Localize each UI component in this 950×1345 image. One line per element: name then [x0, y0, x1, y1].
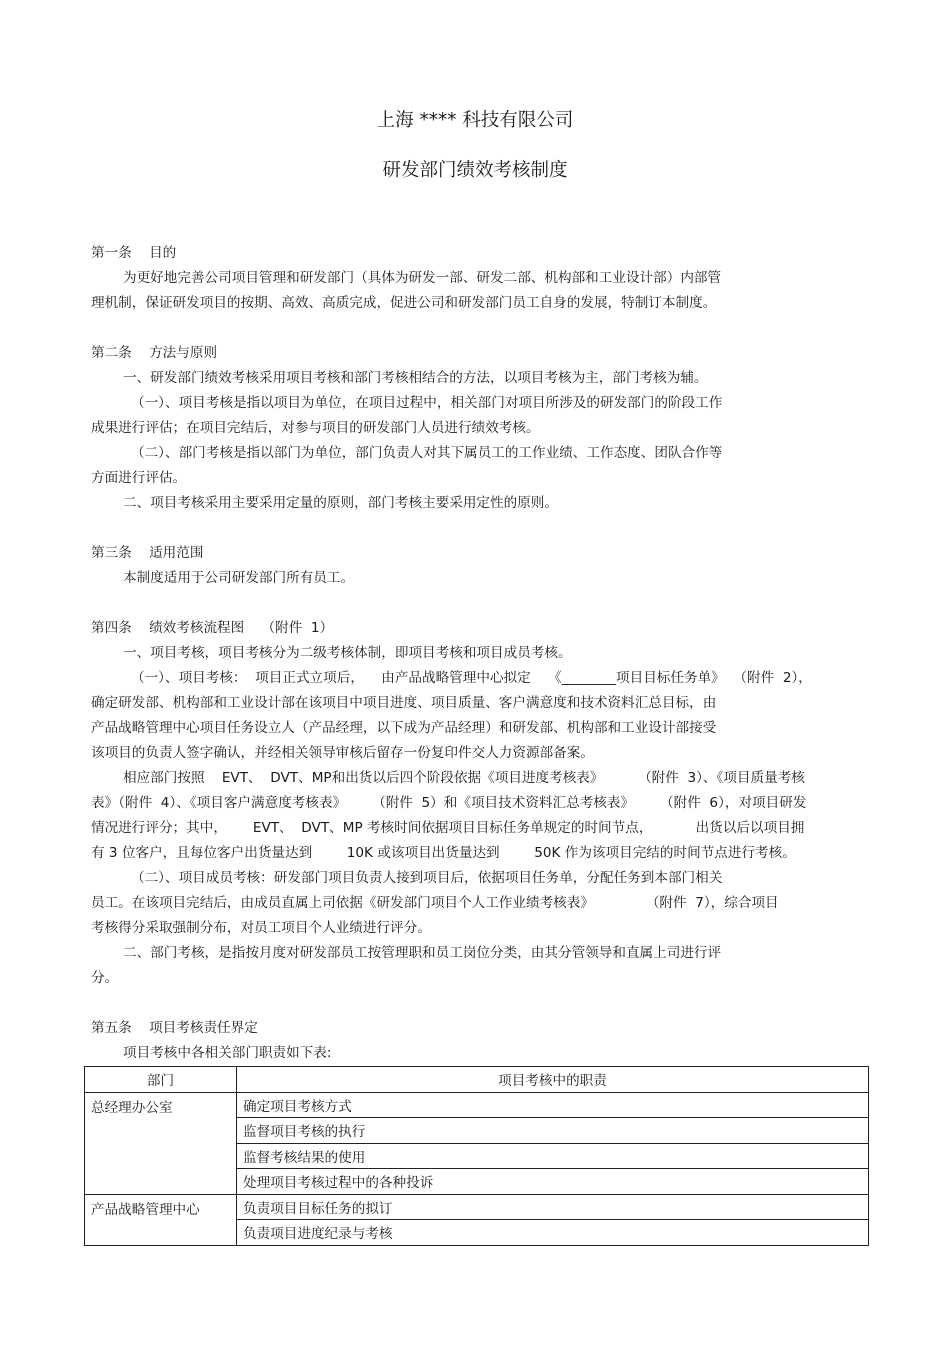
article-3-heading: 第三条 适用范围	[91, 545, 204, 561]
dept-cell: 产品战略管理中心	[85, 1194, 237, 1245]
table-row	[85, 1194, 869, 1220]
article-2-heading: 第二条 方法与原则	[91, 345, 218, 361]
paragraph-line: 二、部门考核，是指按月度对研发部员工按管理职和员工岗位分类，由其分管领导和直属上司进行评	[123, 945, 722, 961]
paragraph-line: 有 3 位客户，且每位客户出货量达到 10K 或该项目出货量达到 50K 作为该项目完结的时间节点进行考核。	[91, 845, 796, 861]
paragraph-line: 一、项目考核，项目考核分为二级考核体制，即项目考核和项目成员考核。	[123, 645, 572, 661]
paragraph-line: 表》（附件 4）、《项目客户满意度考核表》 （附件 5）和《项目技术资料汇总考核表》 （附件 6），对项目研发	[91, 795, 807, 811]
article-1-heading: 第一条 目的	[91, 245, 177, 261]
paragraph-line: 项目考核中各相关部门职责如下表:	[123, 1045, 332, 1061]
paragraph-line: 理机制，保证研发项目的按期、高效、高质完成，促进公司和研发部门员工自身的发展，特制订本制度。	[91, 295, 717, 311]
paragraph-line: 一、研发部门绩效考核采用项目考核和部门考核相结合的方法，以项目考核为主，部门考核为辅。	[123, 370, 708, 386]
document-title: 研发部门绩效考核制度	[382, 160, 568, 181]
paragraph-line: 产品战略管理中心项目任务设立人（产品经理，以下成为产品经理）和研发部、机构部和工业设计部接受	[91, 720, 717, 736]
table-row	[85, 1092, 869, 1118]
paragraph-line: 本制度适用于公司研发部门所有员工。	[123, 570, 355, 586]
paragraph-line: （二）、部门考核是指以部门为单位，部门负责人对其下属员工的工作业绩、工作态度、团队合作等	[131, 445, 723, 461]
article-5-heading: 第五条 项目考核责任界定	[91, 1020, 258, 1036]
paragraph-line: （一）、项目考核： 项目正式立项后， 由产品战略管理中心拟定 《________项目目标任务单》 （附件 2），	[131, 670, 812, 686]
paragraph-line: （二）、项目成员考核：研发部门项目负责人接到项目后，依据项目任务单，分配任务到本部门相关	[131, 870, 723, 886]
header-duty: 项目考核中的职责	[237, 1067, 869, 1093]
company-name: 上海 **** 科技有限公司	[376, 110, 574, 131]
duty-cell: 负责项目进度纪录与考核	[237, 1220, 869, 1246]
duty-cell: 监督考核结果的使用	[237, 1143, 869, 1169]
dept-cell: 总经理办公室	[85, 1092, 237, 1194]
paragraph-line: 分。	[91, 970, 119, 986]
paragraph-line: 情况进行评分；其中， EVT、 DVT、MP 考核时间依据项目目标任务单规定的时间节点， 出货以后以项目拥	[91, 820, 805, 836]
article-4-heading: 第四条 绩效考核流程图 （附件 1）	[91, 620, 334, 636]
duty-cell: 确定项目考核方式	[237, 1092, 869, 1118]
paragraph-line: 为更好地完善公司项目管理和研发部门（具体为研发一部、研发二部、机构部和工业设计部）内部管	[123, 270, 722, 286]
table-header-row	[85, 1067, 869, 1093]
paragraph-line: 二、项目考核采用主要采用定量的原则，部门考核主要采用定性的原则。	[123, 495, 558, 511]
header-dept: 部门	[85, 1067, 237, 1093]
duty-cell: 监督项目考核的执行	[237, 1118, 869, 1144]
duty-cell: 负责项目目标任务的拟订	[237, 1194, 869, 1220]
paragraph-line: 该项目的负责人签字确认，并经相关领导审核后留存一份复印件交人力资源部备案。	[91, 745, 594, 761]
paragraph-line: 成果进行评估；在项目完结后，对参与项目的研发部门人员进行绩效考核。	[91, 420, 540, 436]
paragraph-line: 考核得分采取强制分布，对员工项目个人业绩进行评分。	[91, 920, 431, 936]
paragraph-line: 方面进行评估。	[91, 470, 187, 486]
paragraph-line: 确定研发部、机构部和工业设计部在该项目中项目进度、项目质量、客户满意度和技术资料汇总目标，由	[91, 695, 717, 711]
paragraph-line: 员工。在该项目完结后，由成员直属上司依据《研发部门项目个人工作业绩考核表》 （附件 7），综合项目	[91, 895, 779, 911]
responsibility-table	[84, 1066, 869, 1246]
paragraph-line: （一）、项目考核是指以项目为单位，在项目过程中，相关部门对项目所涉及的研发部门的阶段工作	[131, 395, 723, 411]
duty-cell: 处理项目考核过程中的各种投诉	[237, 1169, 869, 1195]
paragraph-line: 相应部门按照 EVT、 DVT、MP和出货以后四个阶段依据《项目进度考核表》 （附件 3）、《项目质量考核	[123, 770, 805, 786]
